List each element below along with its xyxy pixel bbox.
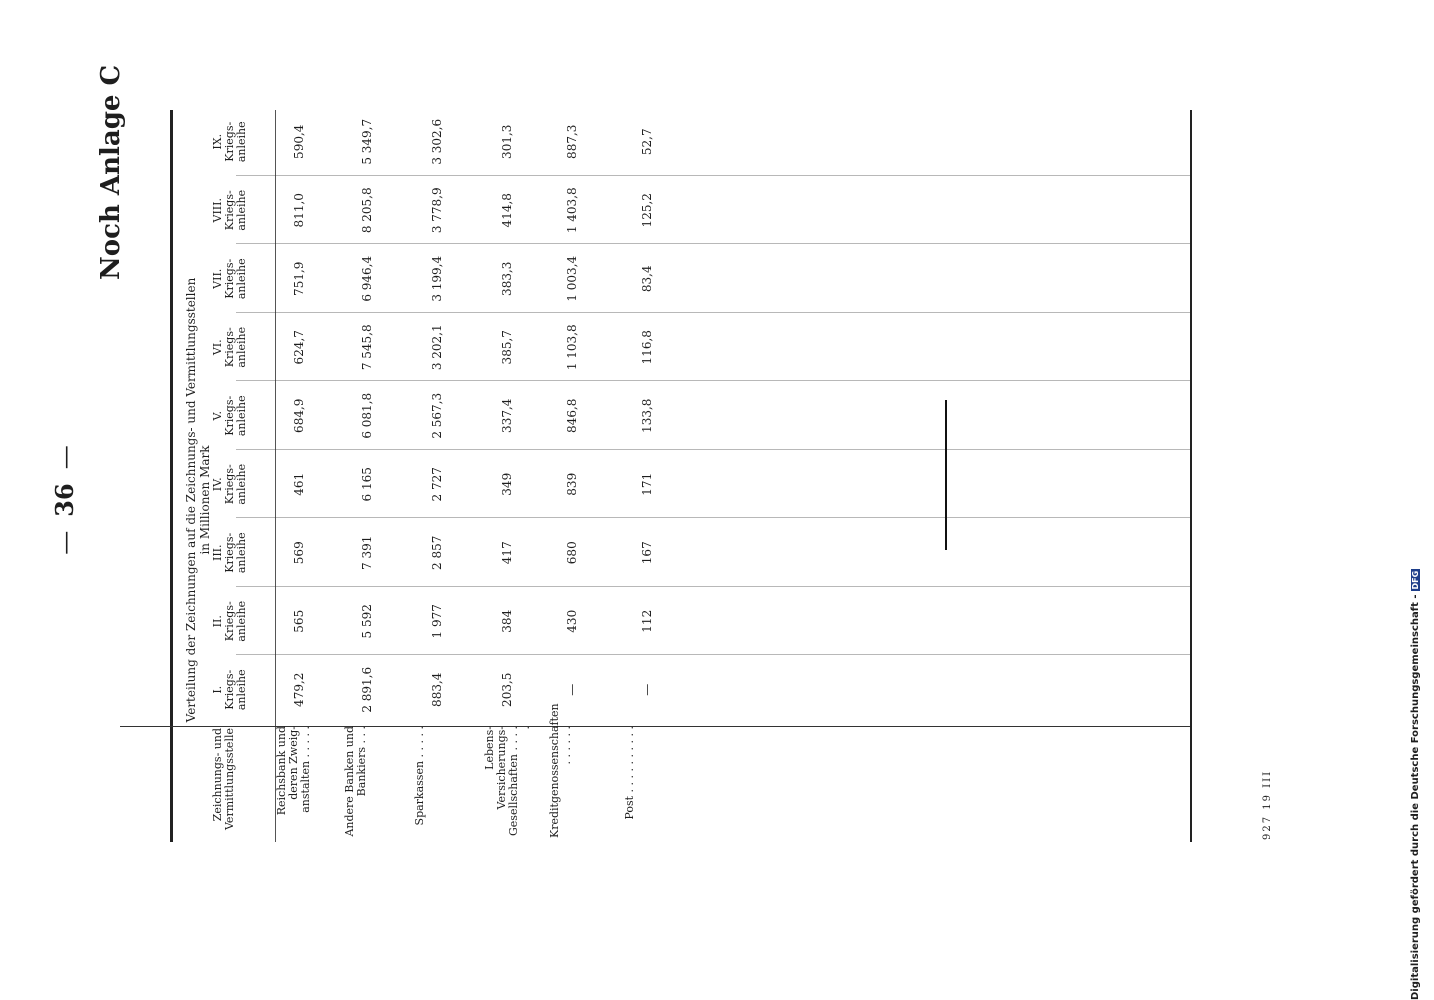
column-label: Kriegs-anleihe [223,395,248,437]
table-cell: 116,8 [640,330,654,365]
column-header-7 [212,245,248,314]
table-title-line1: Verteilung der Zeichnungen auf die Zeichnungs- und Vermittlungsstellen [184,277,198,723]
column-label: Kriegs-anleihe [223,463,248,505]
footer-credit [1410,0,1421,1000]
row-label: Sparkassen . . . . . [413,726,426,826]
table-cell: 461 [292,472,306,496]
row-label: Post . . . . . . . . . . [623,726,636,820]
table-cell: 301,3 [500,124,514,159]
column-label: Kriegs-anleihe [223,121,248,163]
table-cell: 5 592 [360,604,374,639]
table-cell: 6 165 [360,467,374,502]
table-cell: — [640,683,654,696]
table-cell: 52,7 [640,128,654,156]
table-cell: 1 103,8 [565,324,579,371]
column-numeral: II. [211,615,224,628]
table-cell: 2 727 [430,467,444,502]
column-header-5 [212,382,248,451]
column-header-2 [212,587,248,656]
row-label: Andere Banken und Bankiers . . . [343,726,368,837]
column-header-6 [212,313,248,382]
table-cell: 883,4 [430,672,444,707]
table-cell: 479,2 [292,672,306,707]
column-separator [236,655,1190,656]
table-cell: 385,7 [500,330,514,365]
table-cell: 3 302,6 [430,118,444,165]
table-cell: 751,9 [292,261,306,296]
column-separator [236,518,1190,519]
table-title-line2: in Millionen Mark [198,445,212,555]
table-cell: 83,4 [640,265,654,293]
table-cell: 112 [640,609,654,633]
column-numeral: V. [211,410,224,421]
table-cell: 125,2 [640,193,654,228]
table-cell: 430 [565,609,579,633]
dfg-logo: DFG [1411,570,1420,590]
table-cell: 2 567,3 [430,392,444,439]
row-label: Lebens-Versicherungs-Gesellschaften . . . . . [483,726,532,836]
table-bottom-rule [1190,110,1192,842]
column-label: Kriegs-anleihe [223,532,248,574]
table-cell: 7 391 [360,535,374,570]
column-numeral: VI. [211,339,224,356]
column-label: Kriegs-anleihe [223,326,248,368]
table-cell: 337,4 [500,398,514,433]
column-separator [236,175,1190,176]
table-title [184,0,212,1000]
column-separator [236,586,1190,587]
column-header-4 [212,450,248,519]
table-cell: 383,3 [500,261,514,296]
column-header-1 [212,656,248,725]
table-cell: 3 199,4 [430,255,444,302]
table-cell: 624,7 [292,330,306,365]
archive-code: 927 19 III [1262,769,1273,840]
table-cell: 171 [640,472,654,496]
table-cell: — [565,683,579,696]
column-numeral: IX. [211,133,224,150]
table-cell: 7 545,8 [360,324,374,371]
column-separator [236,449,1190,450]
column-numeral: I. [211,685,224,694]
table-cell: 846,8 [565,398,579,433]
table-cell: 349 [500,472,514,496]
page-number: —36— [50,445,79,555]
table-cell: 1 403,8 [565,187,579,234]
table-cell: 684,9 [292,398,306,433]
table-cell: 1 977 [430,604,444,639]
table-cell: 839 [565,472,579,496]
table-cell: 590,4 [292,124,306,159]
column-label: Kriegs-anleihe [223,189,248,231]
table-cell: 8 205,8 [360,187,374,234]
table-cell: 6 081,8 [360,392,374,439]
table-cell: 569 [292,541,306,565]
column-numeral: III. [211,544,224,562]
column-numeral: VIII. [211,198,224,223]
table-cell: 417 [500,541,514,565]
column-separator [236,312,1190,313]
table-top-rule [170,110,173,842]
table-cell: 2 891,6 [360,666,374,713]
column-numeral: VII. [211,268,224,289]
table-cell: 2 857 [430,535,444,570]
column-header-3 [212,519,248,588]
column-header-9 [212,108,248,177]
table-cell: 887,3 [565,124,579,159]
table-cell: 414,8 [500,193,514,228]
table-cell: 565 [292,609,306,633]
footer-credit-text: Digitalisierung gefördert durch die Deutsche Forschungsgemeinschaft - [1410,594,1421,1000]
column-label: Kriegs-anleihe [223,600,248,642]
table-cell: 6 946,4 [360,255,374,302]
column-label: Kriegs-anleihe [223,669,248,711]
column-numeral: IV. [211,477,224,492]
row-label: Reichsbank und deren Zweig-anstalten . . . . . [275,726,312,816]
column-separator [236,244,1190,245]
table-cell: 3 202,1 [430,324,444,371]
table-cell: 3 778,9 [430,187,444,234]
table-cell: 1 003,4 [565,255,579,302]
table-cell: 203,5 [500,672,514,707]
column-label: Kriegs-anleihe [223,258,248,300]
annex-title: Noch Anlage C [96,64,126,280]
row-header-label: Zeichnungs- und Vermittlungsstelle [211,728,236,830]
table-cell: 133,8 [640,398,654,433]
table-cell: 811,0 [292,193,306,228]
table-cell: 5 349,7 [360,118,374,165]
table-cell: 167 [640,541,654,565]
row-label: Kreditgenossenschaften . . . . . . [548,703,573,838]
stray-rule [945,400,947,550]
table-cell: 680 [565,541,579,565]
column-header-8 [212,176,248,245]
table-cell: 384 [500,609,514,633]
column-separator [236,381,1190,382]
